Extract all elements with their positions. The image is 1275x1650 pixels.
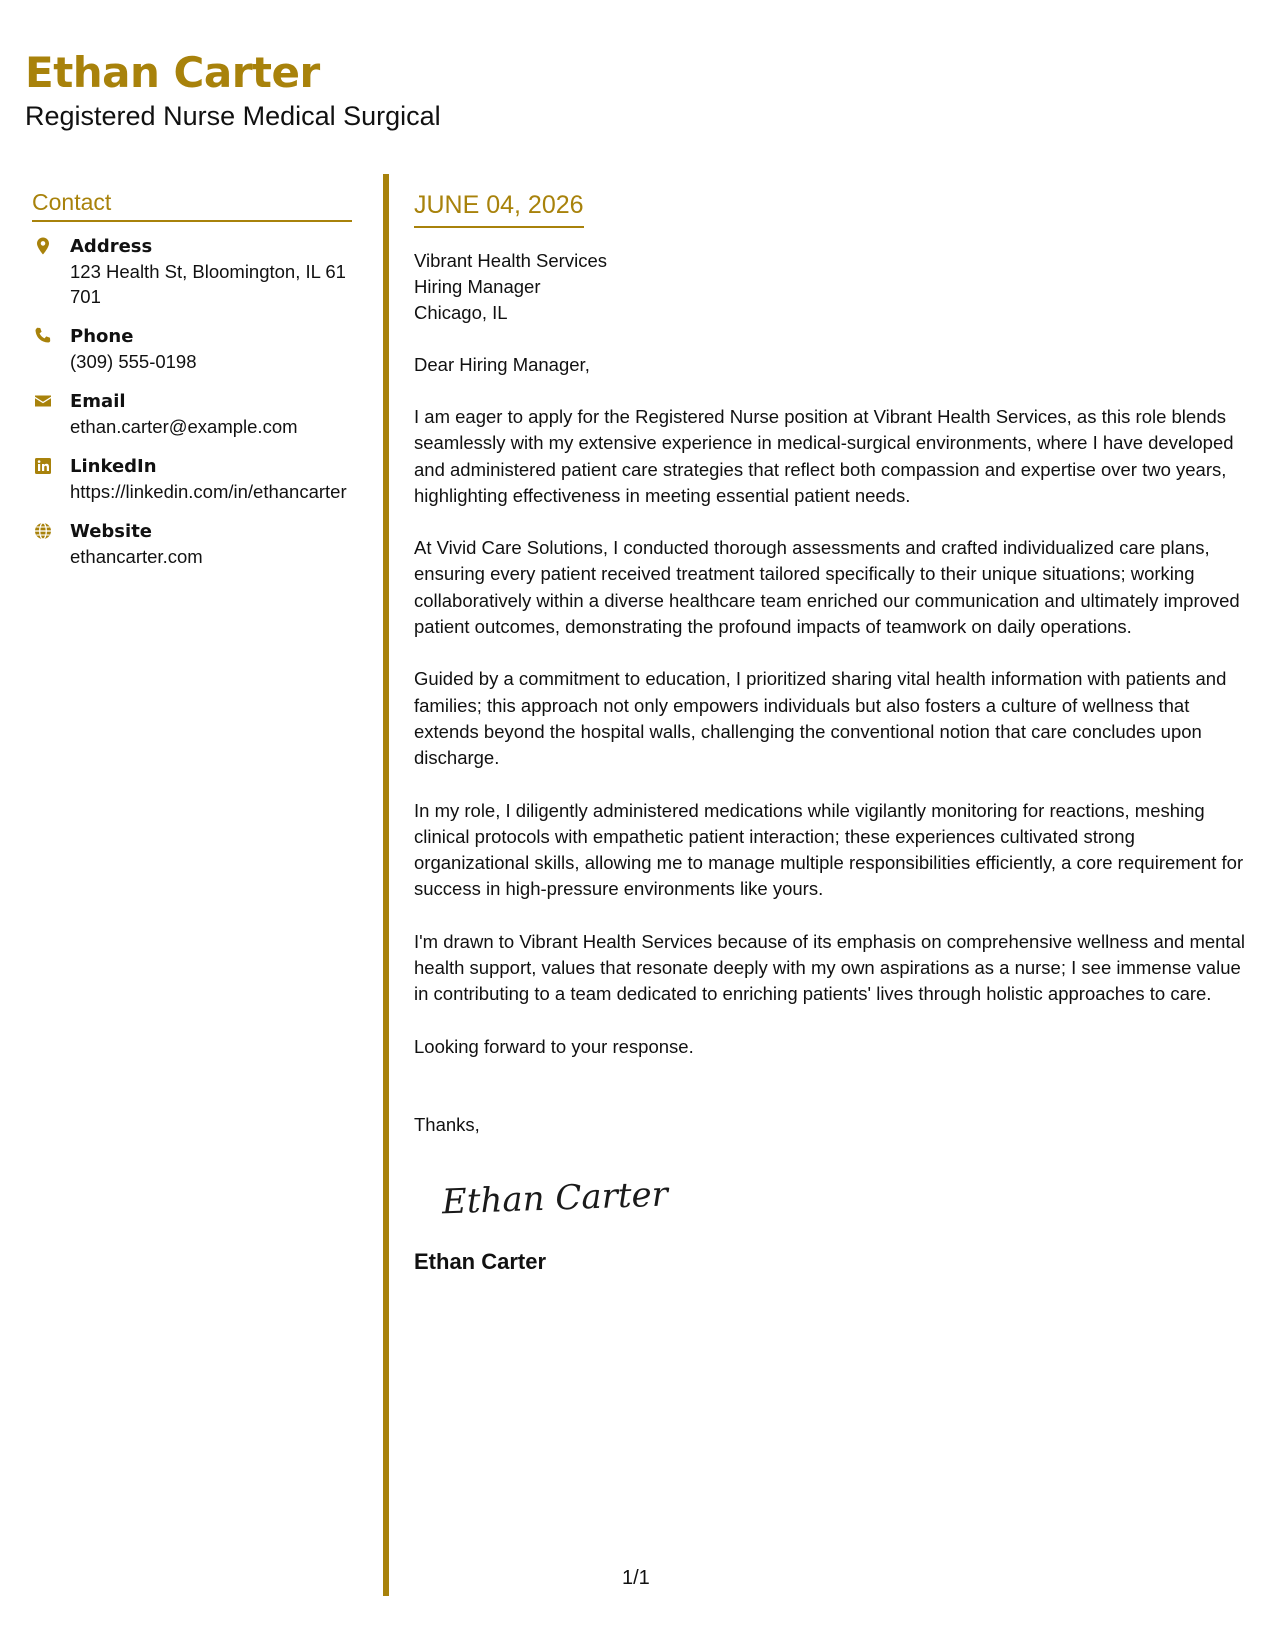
handwritten-signature <box>440 1172 1254 1232</box>
contact-item-address <box>32 234 352 309</box>
letter-body <box>414 190 1254 1276</box>
letter-greeting: Dear Hiring Manager, <box>414 354 590 375</box>
page-number: 1/1 <box>622 1567 650 1589</box>
recipient-company: Vibrant Health Services <box>414 250 607 271</box>
contact-list <box>32 234 352 569</box>
signature-text: Ethan Carter <box>441 1174 669 1223</box>
applicant-job-title: Registered Nurse Medical Surgical <box>25 101 441 131</box>
contact-value: ethancarter.com <box>70 546 203 567</box>
linkedin-icon <box>32 455 54 477</box>
letter-paragraph: I'm drawn to Vibrant Health Services because of its emphasis on comprehensive wellness and mental health support, values that resonate deeply with my own aspirations as a nurse; I see immense value in contributing to a team dedicated to enriching patients' lives through holistic approaches to care. <box>414 930 1245 1005</box>
recipient-role: Hiring Manager <box>414 276 541 297</box>
contact-label: Address <box>70 236 153 257</box>
globe-icon <box>32 520 54 542</box>
contact-section-title: Contact <box>32 188 352 222</box>
envelope-icon <box>32 390 54 412</box>
contact-value: 123 Health St, Bloomington, IL 61701 <box>70 261 346 307</box>
contact-value: (309) 555-0198 <box>70 351 197 372</box>
contact-item-email <box>32 389 352 439</box>
letter-date: JUNE 04, 2026 <box>414 190 584 228</box>
contact-item-phone <box>32 324 352 374</box>
letter-header <box>25 48 441 132</box>
letter-paragraph: At Vivid Care Solutions, I conducted thorough assessments and crafted individualized care plans, ensuring every patient received treatment tailored specifically to their unique situations; working collaboratively within a diverse healthcare team enriched our communication and ultimately improved patient outcomes, demonstrating the profound impacts of teamwork on daily operations. <box>414 537 1240 638</box>
letter-closing: Thanks, <box>414 1113 480 1135</box>
recipient-block <box>414 248 1254 326</box>
contact-label: Email <box>70 391 126 412</box>
letter-paragraph: In my role, I diligently administered medications while vigilantly monitoring for reactions, meshing clinical protocols with empathetic patient interaction; these experiences cultivated strong organizational skills, allowing me to manage multiple responsibilities efficiently, a core requirement for success in high-pressure environments like yours. <box>414 799 1244 900</box>
contact-label: LinkedIn <box>70 456 157 477</box>
column-divider <box>383 174 389 1596</box>
map-pin-icon <box>32 235 54 257</box>
letter-paragraph: Guided by a commitment to education, I prioritized sharing vital health information with patients and families; this approach not only empowers individuals but also fosters a culture of wellness that extends beyond the hospital walls, challenging the conventional notion that care concludes upon discharge. <box>414 668 1227 769</box>
contact-label: Website <box>70 521 153 542</box>
contact-value: https://linkedin.com/in/ethancarter <box>70 481 347 502</box>
contact-label: Phone <box>70 326 134 347</box>
contact-sidebar <box>32 188 352 584</box>
phone-icon <box>32 325 54 347</box>
letter-paragraph: I am eager to apply for the Registered Nurse position at Vibrant Health Services, as this role blends seamlessly with my extensive experience in medical-surgical environments, where I have developed and administered patient care strategies that reflect both compassion and expertise over two years, highlighting effectiveness in meeting essential patient needs. <box>414 406 1234 506</box>
recipient-location: Chicago, IL <box>414 302 508 323</box>
letter-paragraph: Looking forward to your response. <box>414 1035 694 1057</box>
applicant-name: Ethan Carter <box>25 48 320 97</box>
signer-name: Ethan Carter <box>414 1248 547 1274</box>
contact-value: ethan.carter@example.com <box>70 416 298 437</box>
contact-item-website <box>32 519 352 569</box>
contact-item-linkedin <box>32 454 352 504</box>
